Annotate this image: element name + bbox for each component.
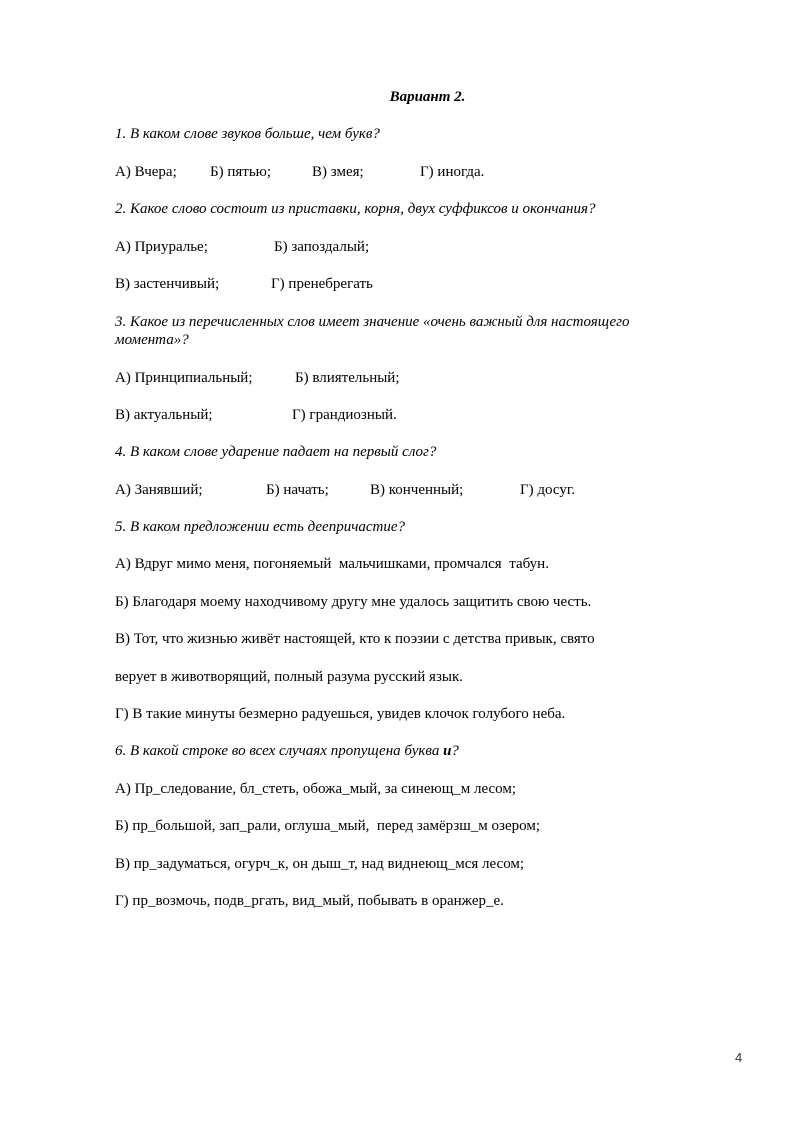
q3-option-d: Г) грандиозный.	[292, 407, 397, 423]
q6-option-c: В) пр_задуматься, огурч_к, он дыш_т, над виднеющ_мся лесом;	[115, 856, 525, 872]
question-3-line-2: момента»?	[115, 332, 189, 348]
question-1: 1. В каком слове звуков больше, чем букв?	[115, 126, 380, 142]
q4-option-b: Б) начать;	[266, 482, 329, 498]
q2-option-c: В) застенчивый;	[115, 276, 220, 292]
question-2: 2. Какое слово состоит из приставки, корня, двух суффиксов и окончания?	[115, 201, 596, 217]
q5-option-d: Г) В такие минуты безмерно радуешься, увидев клочок голубого неба.	[115, 706, 566, 722]
q2-option-a: А) Приуралье;	[115, 239, 208, 255]
question-5: 5. В каком предложении есть деепричастие?	[115, 519, 405, 535]
question-4: 4. В каком слове ударение падает на первый слог?	[115, 444, 437, 460]
variant-title: Вариант 2.	[389, 89, 466, 105]
page-number: 4	[735, 1050, 743, 1065]
q4-option-a: А) Занявший;	[115, 482, 203, 498]
question-6-text: 6. В какой строке во всех случаях пропущена буква	[115, 743, 444, 759]
q1-option-d: Г) иногда.	[420, 164, 485, 180]
q1-option-c: В) змея;	[312, 164, 364, 180]
q4-option-d: Г) досуг.	[520, 482, 576, 498]
q4-option-c: В) конченный;	[370, 482, 464, 498]
q3-option-b: Б) влиятельный;	[295, 370, 400, 386]
q5-option-c-continued: верует в животворящий, полный разума русский язык.	[115, 669, 463, 685]
q1-option-a: А) Вчера;	[115, 164, 177, 180]
q6-option-a: А) Пр_следование, бл_стеть, обожа_мый, за синеющ_м лесом;	[115, 781, 517, 797]
q1-option-b: Б) пятью;	[210, 164, 272, 180]
question-3-line-1: 3. Какое из перечисленных слов имеет значение «очень важный для настоящего	[115, 314, 630, 330]
question-6	[115, 742, 459, 760]
q6-option-b: Б) пр_большой, зап_рали, оглуша_мый, перед замёрзш_м озером;	[115, 818, 540, 834]
q2-option-b: Б) запоздалый;	[274, 239, 370, 255]
q3-option-c: В) актуальный;	[115, 407, 213, 423]
q2-option-d: Г) пренебрегать	[271, 276, 373, 292]
q6-option-d: Г) пр_возмочь, подв_ргать, вид_мый, побывать в оранжер_е.	[115, 893, 504, 909]
q5-option-c: В) Тот, что жизнью живёт настоящей, кто к поэзии с детства привык, свято	[115, 631, 595, 647]
q3-option-a: А) Принципиальный;	[115, 370, 253, 386]
q5-option-b: Б) Благодаря моему находчивому другу мне удалось защитить свою честь.	[115, 594, 592, 610]
q5-option-a: А) Вдруг мимо меня, погоняемый мальчишками, промчался табун.	[115, 556, 549, 572]
question-6-end: ?	[451, 743, 459, 759]
question-6-letter: и	[443, 743, 452, 759]
